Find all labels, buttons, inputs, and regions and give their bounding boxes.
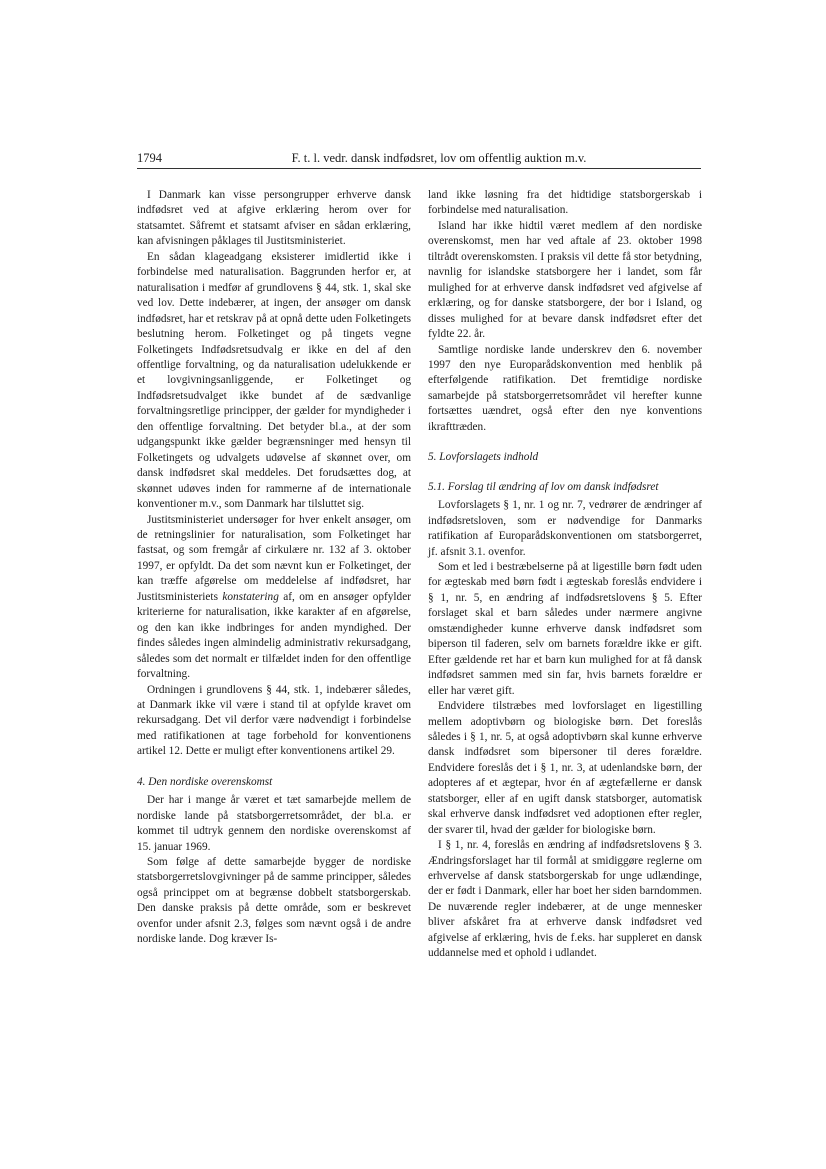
paragraph-text: Justitsministeriet undersøger for hver enkelt ansøger, om de retningslinier for naturalisation, som Folketinget har fastsat, og som fremgår af cirkulære nr. 132 af 3. oktober 1997, er opfyldt. Da det som nævnt kun er Folketinget, der kan træffe afgørelse om meddelelse af indfødsret, har Justitsministeriets	[137, 513, 411, 603]
left-column	[137, 188, 411, 948]
paragraph: land ikke løsning fra det hidtidige statsborgerskab i forbindelse med naturalisation.	[428, 189, 702, 217]
page-number: 1794	[137, 151, 162, 165]
section-heading: 4. Den nordiske overenskomst	[137, 775, 273, 788]
paragraph	[137, 513, 411, 683]
paragraph: I Danmark kan visse persongrupper erhverve dansk indfødsret ved at afgive erklæring herom over for statsamtet. Såfremt et statsamt afviser en sådan erklæring, kan afvisningen påklages til Justitsministeriet.	[137, 189, 411, 248]
subsection-heading: 5.1. Forslag til ændring af lov om dansk indfødsret	[428, 480, 659, 493]
paragraph: Endvidere tilstræbes med lovforslaget en ligestilling mellem adoptivbørn og biologiske børn. Det foreslås således i § 1, nr. 5, at også adoptivbørn skal kunne erhverve dansk indfødsret som bipersoner til deres forældre. Endvidere foreslås det i § 1, nr. 3, at udenlandske børn, der adopteres af et ægtepar, hvor én af ægtefællerne er dansk statsborger, eller af en ugift dansk statsborger, automatisk skal erhverve dansk indfødsret ved adoptionen efter regler, der svarer til, hvad der gælder for biologiske børn.	[428, 700, 702, 836]
paragraph: I § 1, nr. 4, foreslås en ændring af indfødsretslovens § 3. Ændringsforslaget har til formål at smidiggøre reglerne om erhvervelse af dansk statsborgerskab for unge udlændinge, der er født i Danmark, eller har boet her siden barndommen. De nuværende regler indebærer, at de unge mennesker bliver afskåret fra at erhverve dansk indfødsret ved afgivelse af erklæring, hvis de f.eks. har suppleret en dansk uddannelse med et ophold i udlandet.	[428, 839, 702, 960]
paragraph-text: af, om en ansøger opfylder kriterierne for naturalisation, ikke karakter af en afgørelse, og den kan ikke indbringes for anden myndighed. Der findes således ingen almindelig administrativ rekursadgang, således som det normalt er tilfældet inden for den offentlige forvaltning.	[137, 590, 411, 681]
paragraph: Island har ikke hidtil været medlem af den nordiske overenskomst, men har ved aftale af 23. oktober 1998 tiltrådt overenskomsten. I praksis vil dette få stor betydning, navnlig for islandske statsborgere her i landet, som får mulighed for at erhverve dansk indfødsret ved afgivelse af erklæring, og for danske statsborgere, der bor i Island, og disses mulighed for at bevare dansk indfødsret efter det fyldte 22. år.	[428, 219, 702, 341]
paragraph: Samtlige nordiske lande underskrev den 6. november 1997 den nye Europarådskonvention med henblik på efterfølgende ratifikation. Det fremtidige nordiske samarbejde på statsborgerretsområdet vil herefter kunne fortsættes uændret, også efter den nye konventions ikrafttræden.	[428, 343, 702, 433]
running-title: F. t. l. vedr. dansk indfødsret, lov om offentlig auktion m.v.	[291, 151, 587, 165]
paragraph: Ordningen i grundlovens § 44, stk. 1, indebærer således, at Danmark ikke vil være i stand til at opfylde kravet om rekursadgang. Det vil derfor være nødvendigt i forbindelse med ratifikationen at tage forbehold for konventionens artikel 12. Dette er muligt efter konventionens artikel 29.	[137, 683, 411, 758]
paragraph: Der har i mange år været et tæt samarbejde mellem de nordiske lande på statsborgerretsområdet, der bl.a. er kommet til udtryk gennem den nordiske overenskomst af 15. januar 1969.	[137, 794, 411, 853]
running-header	[137, 150, 701, 169]
paragraph: En sådan klageadgang eksisterer imidlertid ikke i forbindelse med naturalisation. Baggrunden herfor er, at naturalisation i medfør af grundlovens § 44, stk. 1, skal ske ved lov. Dette indebærer, at ingen, der ansøger om dansk indfødsret, har et retskrav på at opnå dette uden Folketingets beslutning herom. Folketinget og på tingets vegne Folketingets Indfødsretsudvalg er ikke en del af den offentlige forvaltning, og da naturalisation udelukkende er et lovgivningsanliggende, er Folketinget og Indfødsretsudvalget ikke bundet af de sædvanlige forvaltningsretlige principper, der gælder for myndigheder i den offentlige forvaltning. Det betyder bl.a., at der som udgangspunkt ikke gælder begrænsninger med hensyn til Folketingets og udvalgets udøvelse af skønnet over, om dansk indfødsret skal meddeles. Det forudsættes dog, at skønnet udøves inden for rammerne af de internationale konventioner m.v., som Danmark har tilsluttet sig.	[137, 250, 411, 511]
paragraph: Som følge af dette samarbejde bygger de nordiske statsborgerretslovgivninger på de samme principper, således også princippet om at begrænse dobbelt statsborgerskab. Den danske praksis på dette område, som er beskrevet ovenfor under afsnit 2.3, følges som nævnt også i de andre nordiske lande. Dog kræver Is-	[137, 856, 411, 946]
section-heading: 5. Lovforslagets indhold	[428, 451, 539, 464]
paragraph: Som et led i bestræbelserne på at ligestille børn født uden for ægteskab med børn født i ægteskab foreslås endvidere i § 1, nr. 5, en ændring af indfødsretslovens § 5. Efter forslaget skal et barn således under nærmere angivne omstændigheder kunne erhverve dansk indfødsret som biperson til faderen, selv om barnets forældre ikke er gift. Efter gældende ret har et barn kun mulighed for at få dansk indfødsret sammen med sin far, hvis barnets forældre er eller har været gift.	[428, 560, 702, 697]
right-column	[428, 188, 702, 962]
paragraph: Lovforslagets § 1, nr. 1 og nr. 7, vedrører de ændringer af indfødsretsloven, som er nødvendige for Danmarks ratifikation af Europarådskonventionen om statsborgerret, jf. afsnit 3.1. ovenfor.	[428, 499, 702, 558]
emphasis-text: konstatering	[222, 590, 279, 603]
